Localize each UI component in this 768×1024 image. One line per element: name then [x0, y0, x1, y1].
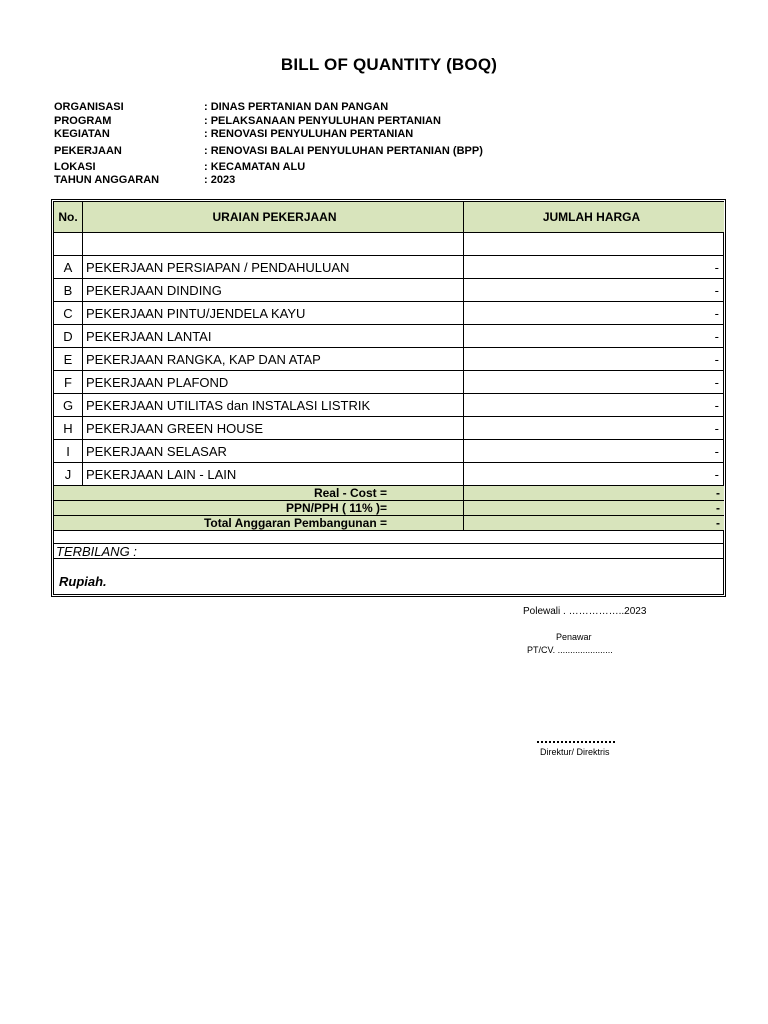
- row-amount: -: [714, 259, 719, 275]
- table-empty-row: [54, 233, 724, 256]
- row-amount: -: [714, 443, 719, 459]
- summary-amount: -: [716, 486, 720, 500]
- row-amount: -: [714, 420, 719, 436]
- summary-label: Total Anggaran Pembangunan =: [54, 516, 464, 530]
- empty-cell: [54, 233, 83, 255]
- terbilang-label: TERBILANG :: [56, 543, 137, 559]
- summary-row-real-cost: [54, 486, 724, 501]
- summary-amount: -: [716, 501, 720, 515]
- row-amount: -: [714, 282, 719, 298]
- row-amount: -: [714, 351, 719, 367]
- signer-title: Direktur/ Direktris: [540, 747, 610, 757]
- info-label: PROGRAM: [54, 115, 112, 127]
- summary-label: Real - Cost =: [54, 486, 464, 500]
- document-title: BILL OF QUANTITY (BOQ): [280, 55, 498, 74]
- row-amount: -: [714, 374, 719, 390]
- row-no: C: [54, 302, 83, 324]
- table-row: [54, 463, 724, 486]
- rupiah-row: [54, 559, 724, 591]
- place-date: Polewali . ……………..2023: [523, 606, 647, 617]
- row-amount: -: [714, 305, 719, 321]
- row-no: I: [54, 440, 83, 462]
- row-desc: PEKERJAAN UTILITAS dan INSTALASI LISTRIK: [83, 394, 464, 416]
- row-desc: PEKERJAAN DINDING: [83, 279, 464, 301]
- row-desc: PEKERJAAN LAIN - LAIN: [83, 463, 464, 485]
- summary-row-total: [54, 516, 724, 531]
- row-desc: PEKERJAAN GREEN HOUSE: [83, 417, 464, 439]
- row-desc: PEKERJAAN SELASAR: [83, 440, 464, 462]
- table-row: [54, 348, 724, 371]
- info-label: PEKERJAAN: [54, 145, 122, 157]
- rupiah-label: Rupiah.: [59, 574, 107, 589]
- info-label: TAHUN ANGGARAN: [54, 174, 160, 186]
- row-no: E: [54, 348, 83, 370]
- table-row: [54, 417, 724, 440]
- info-value: : 2023: [204, 174, 236, 186]
- table-row: [54, 371, 724, 394]
- row-no: J: [54, 463, 83, 485]
- info-label: ORGANISASI: [54, 101, 124, 113]
- table-row: [54, 394, 724, 417]
- info-value: : RENOVASI PENYULUHAN PERTANIAN: [204, 128, 414, 140]
- info-value: : PELAKSANAAN PENYULUHAN PERTANIAN: [204, 115, 441, 127]
- header-uraian: URAIAN PEKERJAAN: [83, 202, 464, 232]
- table-header-row: [54, 202, 724, 233]
- summary-row-ppn: [54, 501, 724, 516]
- table-row: [54, 325, 724, 348]
- summary-amount: -: [716, 516, 720, 530]
- row-no: D: [54, 325, 83, 347]
- header-jumlah: JUMLAH HARGA: [542, 210, 641, 224]
- signature-line: [537, 741, 615, 743]
- row-desc: PEKERJAAN RANGKA, KAP DAN ATAP: [83, 348, 464, 370]
- row-desc: PEKERJAAN PINTU/JENDELA KAYU: [83, 302, 464, 324]
- empty-cell: [83, 233, 464, 255]
- row-desc: PEKERJAAN PLAFOND: [83, 371, 464, 393]
- row-amount: -: [714, 466, 719, 482]
- row-no: F: [54, 371, 83, 393]
- row-no: A: [54, 256, 83, 278]
- row-desc: PEKERJAAN PERSIAPAN / PENDAHULUAN: [83, 256, 464, 278]
- signer-role: Penawar: [556, 632, 592, 642]
- row-desc: PEKERJAAN LANTAI: [83, 325, 464, 347]
- boq-table: [51, 199, 726, 597]
- row-no: G: [54, 394, 83, 416]
- table-row: [54, 279, 724, 302]
- info-label: LOKASI: [54, 161, 96, 173]
- table-row: [54, 302, 724, 325]
- table-row: [54, 256, 724, 279]
- row-no: H: [54, 417, 83, 439]
- empty-cell: [464, 233, 724, 255]
- info-value: : DINAS PERTANIAN DAN PANGAN: [204, 101, 389, 113]
- row-no: B: [54, 279, 83, 301]
- table-row: [54, 440, 724, 463]
- row-amount: -: [714, 397, 719, 413]
- header-no: No.: [54, 202, 83, 232]
- info-value: : KECAMATAN ALU: [204, 161, 306, 173]
- table-spacer-row: [54, 531, 724, 544]
- signer-company: PT/CV. ......................: [527, 645, 613, 655]
- row-amount: -: [714, 328, 719, 344]
- info-label: KEGIATAN: [54, 128, 110, 140]
- summary-label: PPN/PPH ( 11% )=: [54, 501, 464, 515]
- info-value: : RENOVASI BALAI PENYULUHAN PERTANIAN (BPP): [204, 145, 483, 157]
- terbilang-row: [54, 544, 724, 559]
